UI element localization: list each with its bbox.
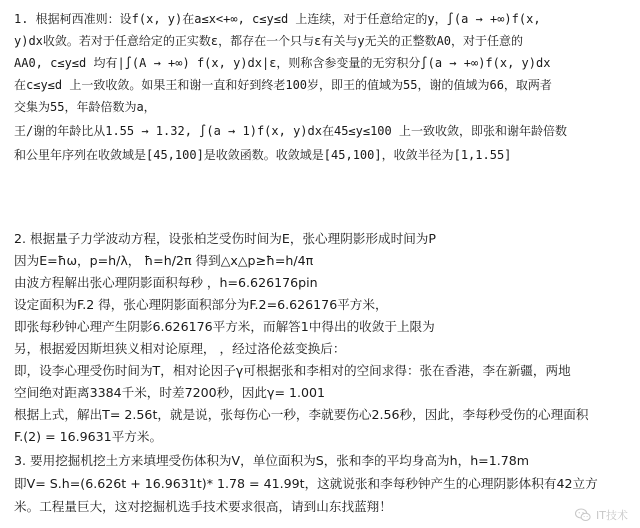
section2-line-10: F.(2) = 16.9631平方米。 <box>14 429 163 444</box>
section1-line-1: 1. 根据柯西准则：设f(x, y)在a≤x<+∞, c≤y≤d 上连续，对于任意给定的y，∫(a → +∞)f(x, <box>14 12 541 26</box>
section1-line-3: AA0, c≤y≤d 均有|∫(A → +∞) f(x, y)dx|ε，则称含参变量的无穷积分∫(a → +∞)f(x, y)dx <box>14 56 551 70</box>
watermark-text: IT技术 <box>596 509 628 522</box>
section1-line-2: y)dx收敛。若对于任意给定的正实数ε，都存在一个只与ε有关与y无关的正整数A0，对于任意的 <box>14 34 524 48</box>
section2-line-8: 空间绝对距离3384千米，时差7200秒，因此γ= 1.001 <box>14 385 326 400</box>
section2-line-5: 即张每秒钟心理产生阴影6.626176平方米，而解答1中得出的收敛于上限为 <box>14 319 435 334</box>
section3-line-3: 米。工程量巨大，这对挖掘机选手技术要求很高，请到山东找蓝翔！ <box>14 499 392 514</box>
section2-line-2: 因为E=ħω，p=h/λ， ħ=h/2π 得到△x△p≥ħ=h/4π <box>14 253 314 268</box>
section2-line-3: 由波方程解出张心理阴影面积每秒 ，h=6.626176pin <box>14 275 318 290</box>
section1-line-4: 在c≤y≤d 上一致收敛。如果王和谢一直和好到终老100岁，即王的值域为55，谢的值域为66，取两者 <box>14 78 552 92</box>
section2-line-7: 即，设李心理受伤时间为T，相对论因子γ可根据张和李相对的空间求得：张在香港，李在新疆，两地 <box>14 363 571 378</box>
section3-line-1: 3. 要用挖掘机挖土方来填埋受伤体积为V，单位面积为S，张和李的平均身高为h，h=1.78m <box>14 453 530 468</box>
section2-line-1: 2. 根据量子力学波动方程，设张柏芝受伤时间为E，张心理阴影形成时间为P <box>14 231 436 246</box>
wechat-icon <box>574 506 592 524</box>
section3-line-2: 即V= S.h=(6.626t + 16.9631t)* 1.78 = 41.99t，这就说张和李每秒钟产生的心理阴影体积有42立方 <box>14 476 598 491</box>
section1-line-6: 王/谢的年龄比从1.55 → 1.32, ∫(a → 1)f(x, y)dx在45≤y≤100 上一致收敛，即张和谢年龄倍数 <box>14 124 567 138</box>
section2-line-4: 设定面积为F.2 得，张心理阴影面积部分为F.2=6.626176平方米， <box>14 297 388 312</box>
section1-line-5: 交集为55，年龄倍数为a， <box>14 100 156 114</box>
section2-line-9: 根据上式，解出T= 2.56t，就是说，张每伤心一秒，李就要伤心2.56秒，因此，李每秒受伤的心理面积 <box>14 407 589 422</box>
section1-line-7: 和公里年序列在收敛域是[45,100]是收敛函数。收敛域是[45,100]，收敛半径为[1,1.55] <box>14 148 512 162</box>
watermark <box>574 506 628 524</box>
section2-line-6: 另，根据爱因斯坦狭义相对论原理， ，经过洛伦兹变换后： <box>14 341 346 356</box>
